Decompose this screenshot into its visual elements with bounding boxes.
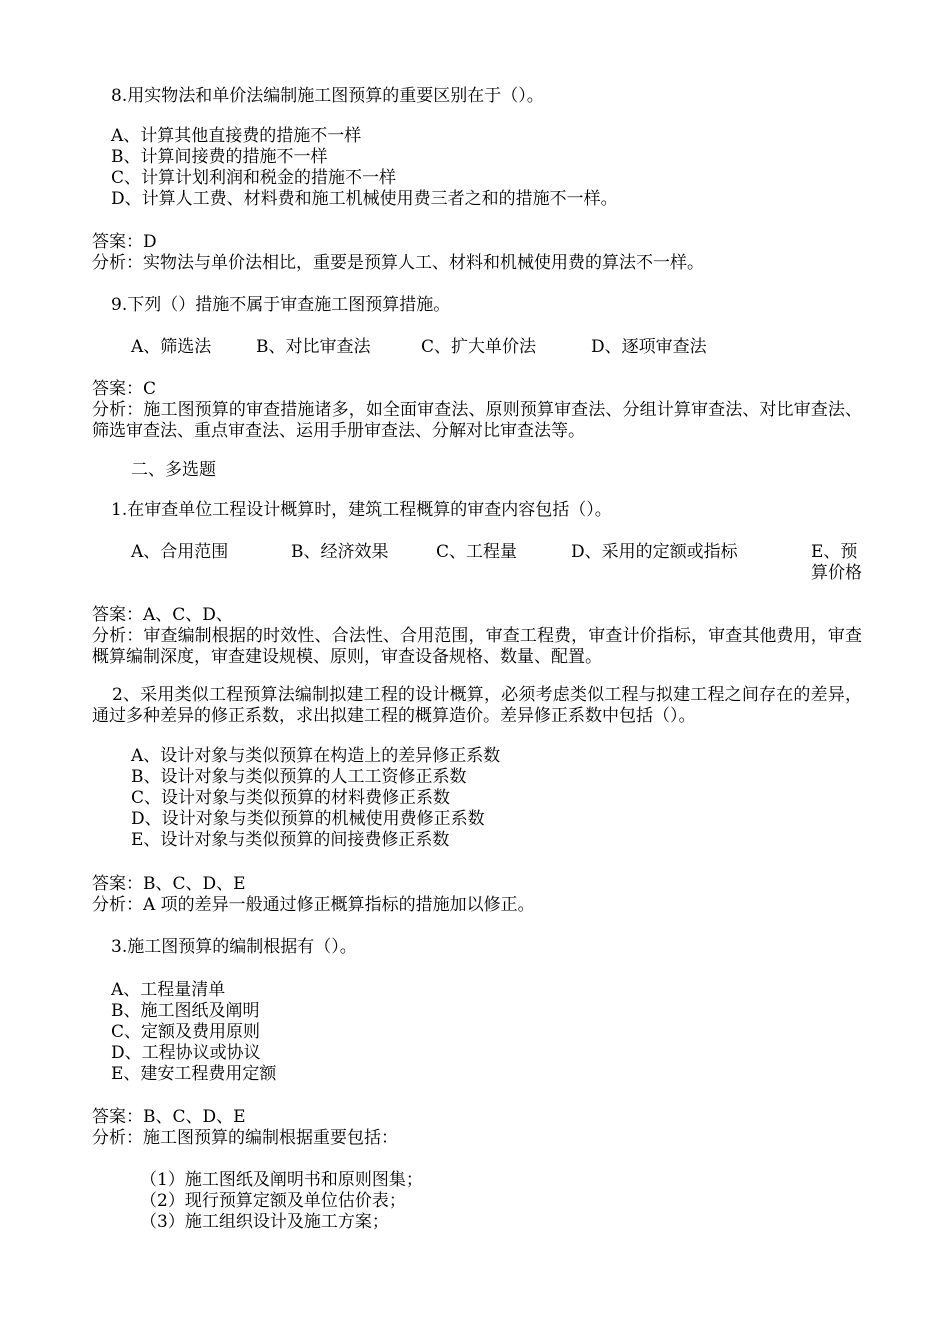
m3-option-e: E、建安工程费用定额 (111, 1064, 277, 1084)
q8-option-b: B、计算间接费的措施不一样 (111, 147, 328, 167)
m2-analysis: 分析：A 项的差异一般通过修正概算指标的措施加以修正。 (92, 895, 535, 915)
question-8: 8.用实物法和单价法编制施工图预算的重要区别在于（）。 (111, 86, 544, 106)
m3-option-a: A、工程量清单 (111, 980, 226, 1000)
m1-analysis: 分析：审查编制根据的时效性、合法性、合用范围，审查工程费，审查计价指标，审查其他费用，审查概算编制深度，审查建设规模、原则，审查设备规格、数量、配置。 (92, 626, 862, 667)
m3-point-1: （1）施工图纸及阐明书和原则图集； (140, 1170, 423, 1190)
m2-option-b: B、设计对象与类似预算的人工工资修正系数 (131, 767, 467, 787)
m3-option-c: C、定额及费用原则 (111, 1022, 261, 1042)
q9-option-b: B、对比审查法 (256, 337, 371, 357)
section-title: 二、多选题 (131, 460, 216, 480)
m1-answer: 答案：A、C、D、 (92, 605, 233, 625)
m3-option-d: D、工程协议或协议 (111, 1043, 261, 1063)
q8-option-c: C、计算计划利润和税金的措施不一样 (111, 168, 397, 188)
m2-option-c: C、设计对象与类似预算的材料费修正系数 (131, 788, 451, 808)
m1-option-e-text: E、预算价格 (811, 542, 862, 583)
q9-analysis: 分析：施工图预算的审查措施诸多，如全面审查法、原则预算审查法、分组计算审查法、对比审查法、筛选审查法、重点审查法、运用手册审查法、分解对比审查法等。 (92, 400, 862, 441)
multi-question-2: 2、采用类似工程预算法编制拟建工程的设计概算，必须考虑类似工程与拟建工程之间存在的差异，通过多种差异的修正系数，求出拟建工程的概算造价。差异修正系数中包括（）。 (92, 685, 862, 726)
m3-answer: 答案：B、C、D、E (92, 1107, 246, 1127)
m3-analysis: 分析：施工图预算的编制根据重要包括： (92, 1128, 398, 1148)
multi-question-1: 1.在审查单位工程设计概算时，建筑工程概算的审查内容包括（）。 (111, 500, 612, 520)
m3-point-3: （3）施工组织设计及施工方案； (140, 1212, 389, 1232)
q9-answer: 答案：C (92, 379, 157, 399)
q9-option-d: D、逐项审查法 (591, 337, 707, 357)
q8-answer: 答案：D (92, 232, 157, 252)
q8-option-a: A、计算其他直接费的措施不一样 (111, 126, 362, 146)
multi-question-3: 3.施工图预算的编制根据有（）。 (111, 937, 357, 957)
q9-option-c: C、扩大单价法 (421, 337, 537, 357)
q8-option-d: D、计算人工费、材料费和施工机械使用费三者之和的措施不一样。 (111, 189, 618, 209)
m1-option-b: B、经济效果 (291, 542, 389, 562)
m1-option-d: D、采用的定额或指标 (571, 542, 738, 562)
m2-option-e: E、设计对象与类似预算的间接费修正系数 (131, 830, 450, 850)
m2-option-d: D、设计对象与类似预算的机械使用费修正系数 (131, 809, 485, 829)
m2-answer: 答案：B、C、D、E (92, 874, 246, 894)
m1-option-e (811, 542, 866, 584)
q8-analysis: 分析：实物法与单价法相比，重要是预算人工、材料和机械使用费的算法不一样。 (92, 253, 704, 273)
m2-option-a: A、设计对象与类似预算在构造上的差异修正系数 (131, 746, 501, 766)
m1-option-c: C、工程量 (436, 542, 518, 562)
m3-option-b: B、施工图纸及阐明 (111, 1001, 260, 1021)
m1-option-a: A、合用范围 (131, 542, 229, 562)
question-9: 9.下列（）措施不属于审查施工图预算措施。 (111, 295, 451, 315)
q9-option-a: A、筛选法 (131, 337, 212, 357)
m3-point-2: （2）现行预算定额及单位估价表； (140, 1191, 406, 1211)
